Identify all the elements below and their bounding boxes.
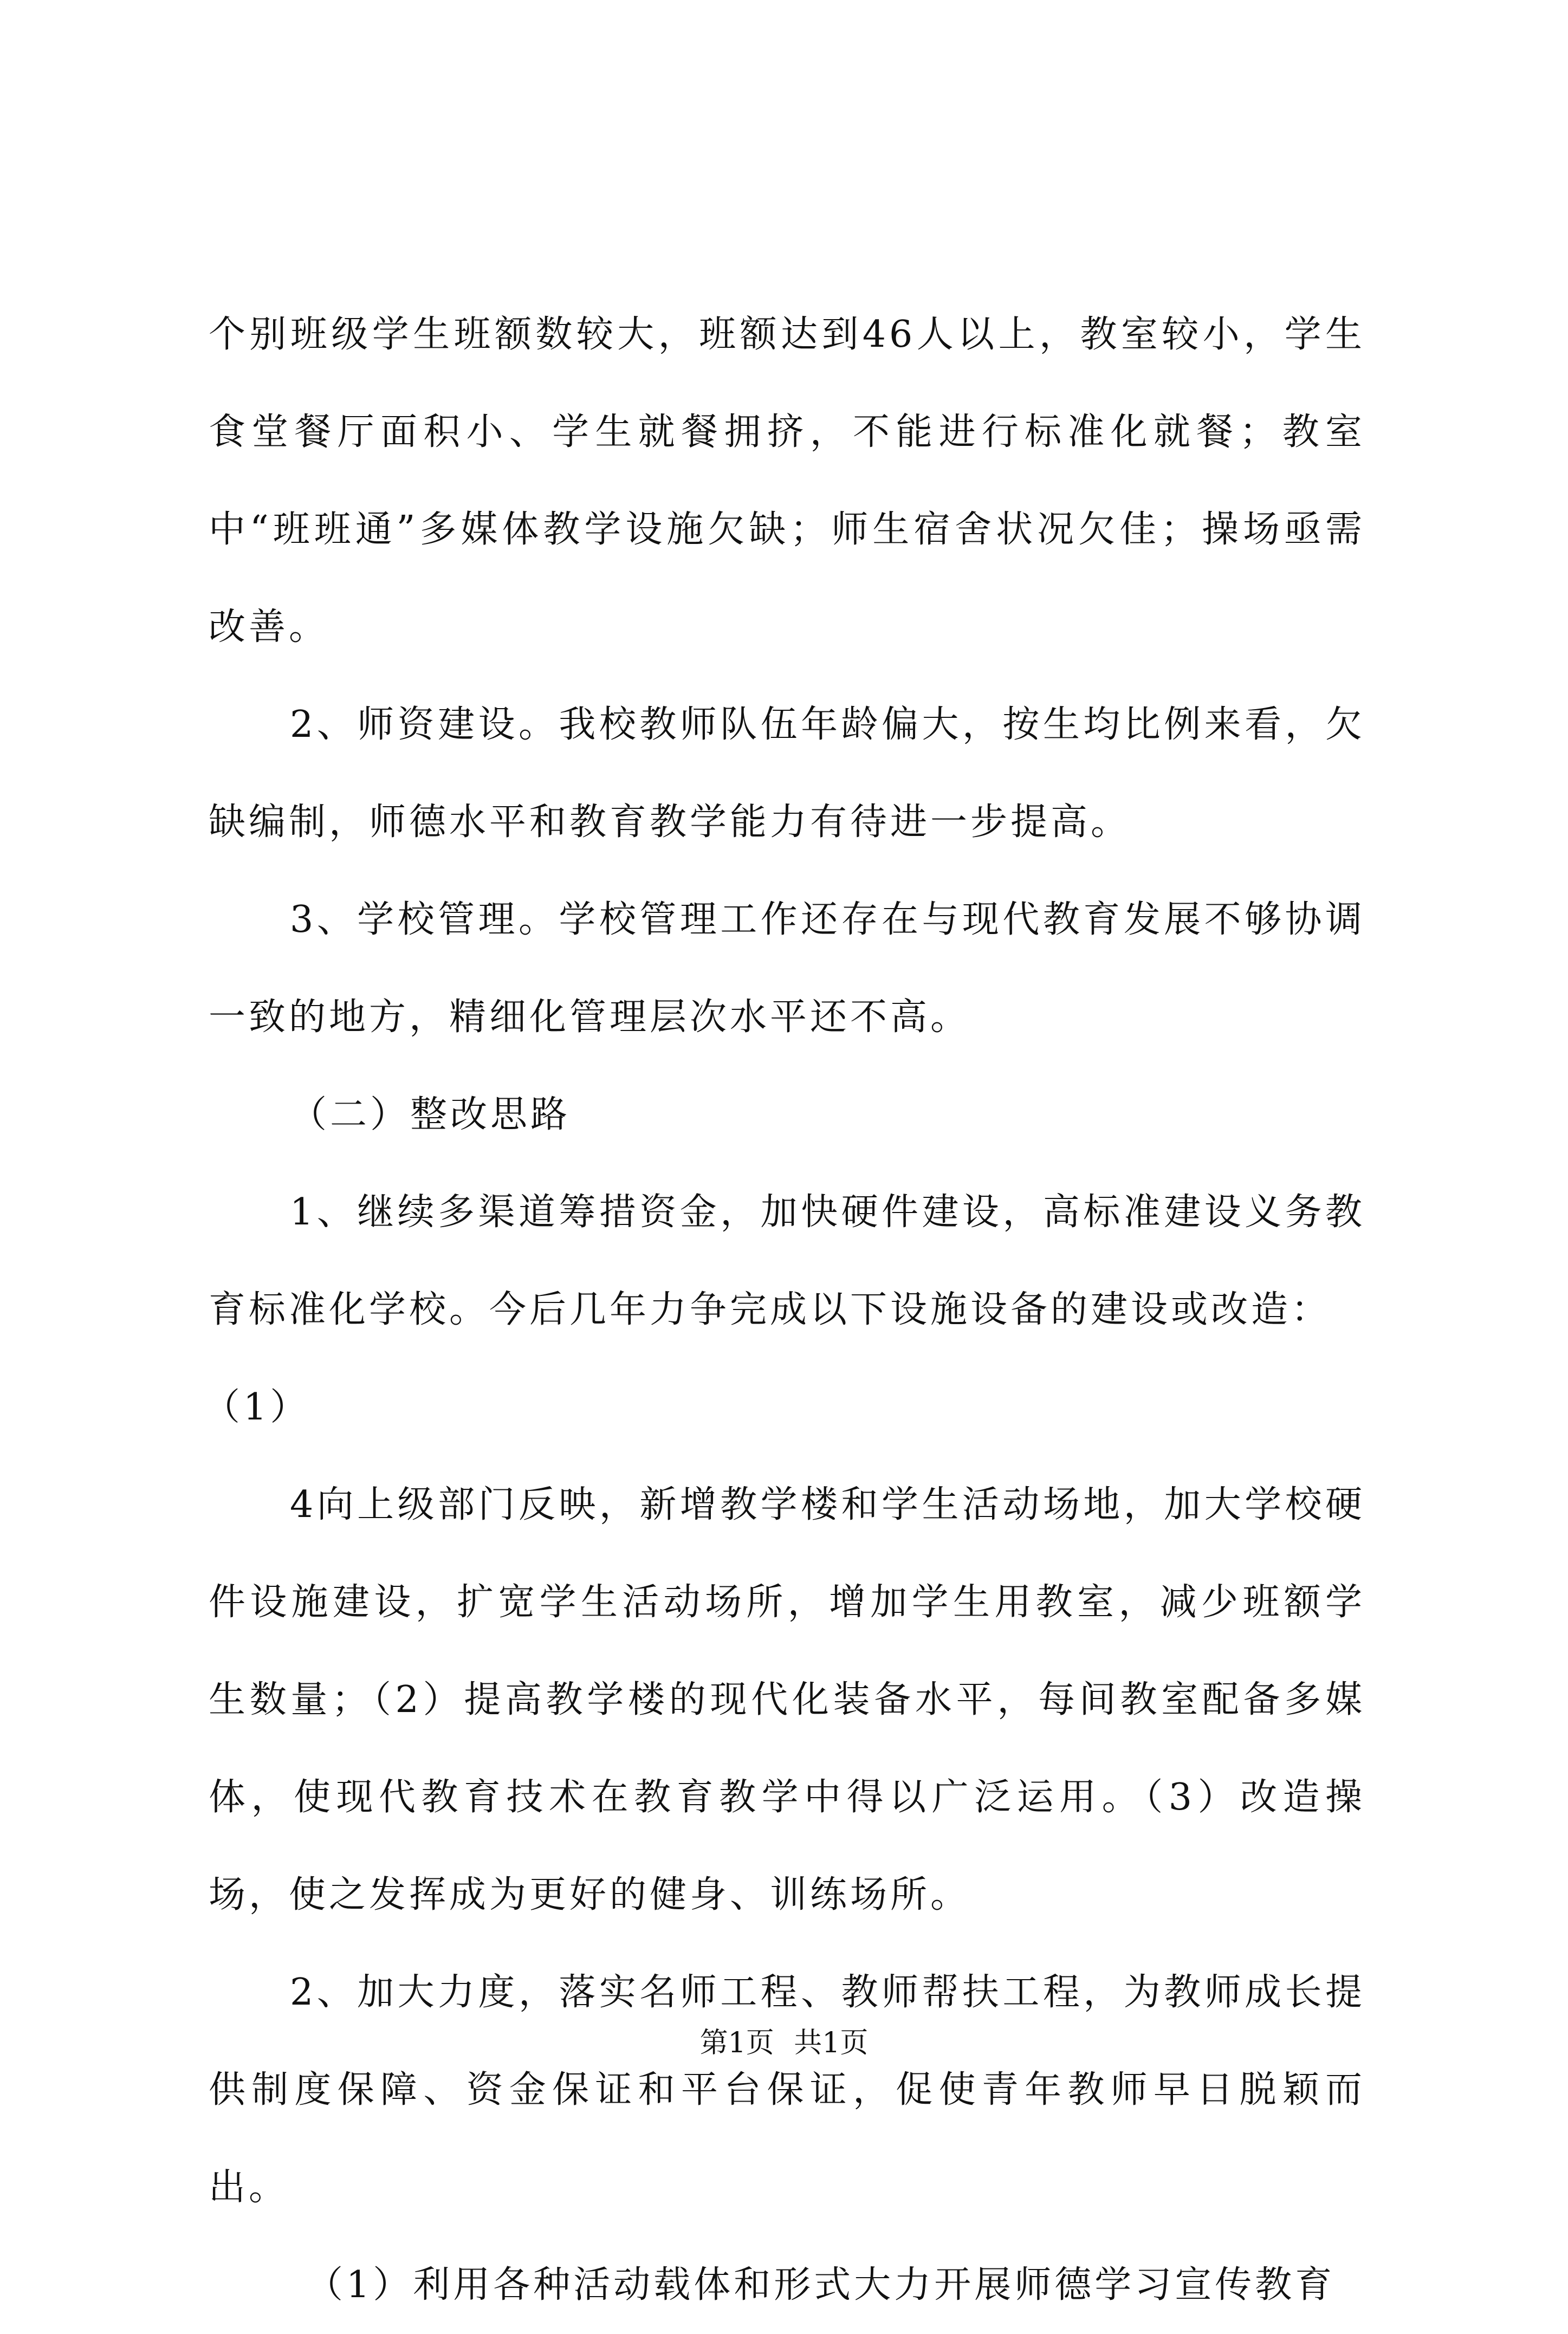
paragraph-continued: 个别班级学生班额数较大，班额达到46人以上，教室较小，学生食堂餐厅面积小、学生就餐拥挤，不能进行标准化就餐；教室中“班班通”多媒体教学设施欠缺；师生宿舍状况欠佳；操场亟需改善。 <box>209 313 1365 649</box>
paragraph-famous-teacher: 2、加大力度，落实名师工程、教师帮扶工程，为教师成长提供制度保障、资金保证和平台保证，促使青年教师早日脱颖而出。 <box>209 1971 1365 2209</box>
paragraph-school-management: 3、学校管理。学校管理工作还存在与现代教育发展不够协调一致的地方，精细化管理层次水平还不高。 <box>209 898 1365 1039</box>
section-heading-rectification: （二）整改思路 <box>290 1093 571 1136</box>
page-number: 第1页 <box>699 2027 774 2059</box>
paragraph-item-1: （1） <box>203 1386 310 1429</box>
page-footer <box>0 2020 1568 2060</box>
page-total: 共1页 <box>794 2027 869 2059</box>
paragraph-facilities: 4向上级部门反映，新增教学楼和学生活动场地，加大学校硬件设施建设，扩宽学生活动场所，增加学生用教室，减少班额学生数量；（2）提高教学楼的现代化装备水平，每间教室配备多媒体，使现代教育技术在教育教学中得以广泛运用。（3）改造操场，使之发挥成为更好的健身、训练场所。 <box>209 1483 1366 1916</box>
paragraph-teacher-building: 2、师资建设。我校教师队伍年龄偏大，按生均比例来看，欠缺编制，师德水平和教育教学能力有待进一步提高。 <box>209 703 1365 844</box>
paragraph-funding: 1、继续多渠道筹措资金，加快硬件建设，高标准建设义务教育标准化学校。今后几年力争完成以下设施设备的建设或改造： <box>209 1191 1365 1331</box>
paragraph-ethics-education: （1）利用各种活动载体和形式大力开展师德学习宣传教育 <box>306 2264 1336 2306</box>
